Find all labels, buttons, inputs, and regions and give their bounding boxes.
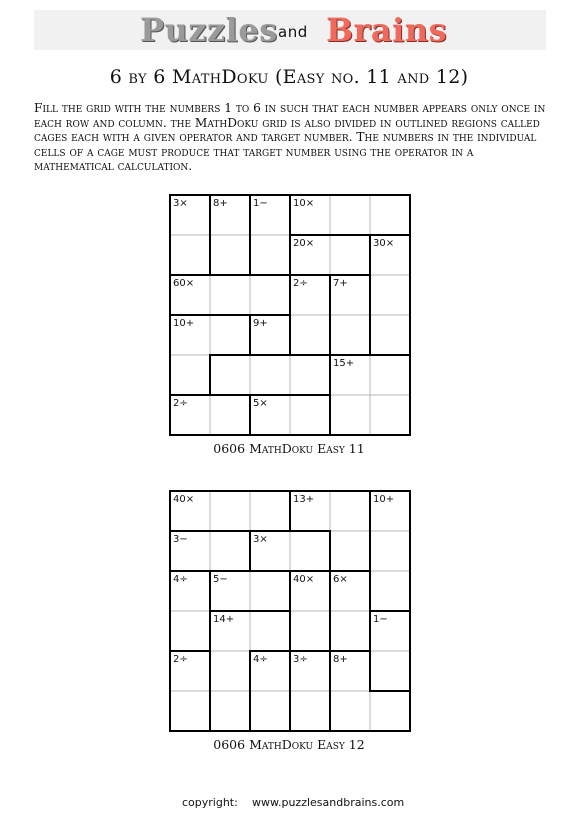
grid-cell[interactable] bbox=[330, 195, 370, 235]
cage-clue: 1− bbox=[253, 198, 268, 209]
grid-cell[interactable] bbox=[210, 395, 250, 435]
grid-cell[interactable] bbox=[250, 195, 290, 235]
cage-clue: 5− bbox=[213, 574, 228, 585]
grid-cell[interactable] bbox=[370, 235, 410, 275]
grid-caption-12: 0606 MathDoku Easy 12 bbox=[213, 737, 365, 752]
cage-clue: 3× bbox=[253, 534, 268, 545]
website-link[interactable]: www.puzzlesandbrains.com bbox=[252, 796, 405, 809]
grid-caption-11: 0606 MathDoku Easy 11 bbox=[213, 441, 365, 456]
grid-cell[interactable] bbox=[290, 651, 330, 691]
grid-cell[interactable] bbox=[290, 315, 330, 355]
logo-brains: Brains bbox=[326, 11, 448, 49]
grid-cell[interactable] bbox=[210, 491, 250, 531]
grid-cell[interactable] bbox=[290, 491, 330, 531]
copyright-label: copyright: bbox=[182, 796, 238, 809]
grid-cell[interactable] bbox=[170, 691, 210, 731]
instructions-text: Fill the grid with the numbers 1 to 6 in such that each number appears only once in each row and column. the MathDoku grid is also divided in outlined regions called cages each with a given operator and target number. The numbers in the individual cells of a cage must produce that target number using the operator in a mathematical calculation. bbox=[34, 101, 546, 173]
grid-cell[interactable] bbox=[250, 315, 290, 355]
cage-clue: 1− bbox=[373, 614, 388, 625]
mathdoku-grid-11 bbox=[170, 195, 410, 435]
logo-and: and bbox=[278, 23, 308, 41]
grid-cell[interactable] bbox=[170, 195, 210, 235]
grid-cell[interactable] bbox=[330, 651, 370, 691]
grid-cell[interactable] bbox=[170, 531, 210, 571]
grid-cell[interactable] bbox=[250, 395, 290, 435]
grid-cell[interactable] bbox=[250, 571, 290, 611]
grid-cell[interactable] bbox=[330, 315, 370, 355]
cage-clue: 10× bbox=[293, 198, 315, 209]
grid-cell[interactable] bbox=[210, 275, 250, 315]
grid-cell[interactable] bbox=[250, 235, 290, 275]
grid-cell[interactable] bbox=[250, 531, 290, 571]
grid-cell[interactable] bbox=[370, 491, 410, 531]
grid-cell[interactable] bbox=[370, 691, 410, 731]
grid-cell[interactable] bbox=[250, 491, 290, 531]
grid-cell[interactable] bbox=[370, 571, 410, 611]
grid-cell[interactable] bbox=[370, 195, 410, 235]
grid-cell[interactable] bbox=[170, 611, 210, 651]
grid-cell[interactable] bbox=[370, 315, 410, 355]
grid-cell[interactable] bbox=[210, 571, 250, 611]
cage-clue: 3− bbox=[173, 534, 188, 545]
cage-clue: 13+ bbox=[293, 494, 315, 505]
grid-cell[interactable] bbox=[210, 355, 250, 395]
grid-cell[interactable] bbox=[250, 651, 290, 691]
cage-clue: 60× bbox=[173, 278, 195, 289]
grid-cell[interactable] bbox=[290, 611, 330, 651]
grid-cell[interactable] bbox=[290, 531, 330, 571]
grid-cell[interactable] bbox=[170, 275, 210, 315]
cage-clue: 2÷ bbox=[173, 398, 188, 409]
grid-cell[interactable] bbox=[330, 275, 370, 315]
cage-clue: 40× bbox=[293, 574, 315, 585]
cage-clue: 3× bbox=[173, 198, 188, 209]
grid-cell[interactable] bbox=[210, 611, 250, 651]
grid-cell[interactable] bbox=[290, 195, 330, 235]
grid-cell[interactable] bbox=[370, 651, 410, 691]
grid-cell[interactable] bbox=[170, 355, 210, 395]
grid-cell[interactable] bbox=[210, 315, 250, 355]
cage-clue: 6× bbox=[333, 574, 348, 585]
grid-cell[interactable] bbox=[210, 195, 250, 235]
grid-cell[interactable] bbox=[210, 531, 250, 571]
grid-cell[interactable] bbox=[370, 395, 410, 435]
grid-cell[interactable] bbox=[330, 611, 370, 651]
grid-cell[interactable] bbox=[250, 275, 290, 315]
grid-cell[interactable] bbox=[170, 315, 210, 355]
grid-cell[interactable] bbox=[210, 691, 250, 731]
grid-cell[interactable] bbox=[170, 235, 210, 275]
cage-clue: 40× bbox=[173, 494, 195, 505]
cage-clue: 4÷ bbox=[253, 654, 268, 665]
grid-cell[interactable] bbox=[290, 691, 330, 731]
grid-cell[interactable] bbox=[330, 355, 370, 395]
cage-clue: 9+ bbox=[253, 318, 268, 329]
grid-cell[interactable] bbox=[370, 355, 410, 395]
grid-cell[interactable] bbox=[210, 651, 250, 691]
cage-clue: 20× bbox=[293, 238, 315, 249]
grid-cell[interactable] bbox=[330, 395, 370, 435]
cage-clue: 8+ bbox=[333, 654, 348, 665]
cage-clue: 2÷ bbox=[293, 278, 308, 289]
grid-cell[interactable] bbox=[330, 571, 370, 611]
cage-clue: 30× bbox=[373, 238, 395, 249]
grid-cell[interactable] bbox=[170, 395, 210, 435]
cage-clue: 8+ bbox=[213, 198, 228, 209]
grid-cell[interactable] bbox=[210, 235, 250, 275]
cage-clue: 10+ bbox=[373, 494, 395, 505]
cage-clue: 3÷ bbox=[293, 654, 308, 665]
grid-cell[interactable] bbox=[370, 275, 410, 315]
grid-cell[interactable] bbox=[290, 355, 330, 395]
grid-cell[interactable] bbox=[290, 571, 330, 611]
grid-cell[interactable] bbox=[370, 611, 410, 651]
cage-clue: 15+ bbox=[333, 358, 355, 369]
cage-clue: 10+ bbox=[173, 318, 195, 329]
grid-cell[interactable] bbox=[290, 235, 330, 275]
grid-cell[interactable] bbox=[250, 355, 290, 395]
logo-puzzles: Puzzles bbox=[140, 11, 278, 49]
cage-clue: 4÷ bbox=[173, 574, 188, 585]
grid-cell[interactable] bbox=[250, 611, 290, 651]
grid-cell[interactable] bbox=[170, 651, 210, 691]
cage-clue: 7+ bbox=[333, 278, 348, 289]
grid-cell[interactable] bbox=[330, 691, 370, 731]
cage-clue: 14+ bbox=[213, 614, 235, 625]
grid-cell[interactable] bbox=[370, 531, 410, 571]
grid-cell[interactable] bbox=[170, 491, 210, 531]
grid-cell[interactable] bbox=[250, 691, 290, 731]
mathdoku-grid-12 bbox=[170, 491, 410, 731]
grid-cell[interactable] bbox=[170, 571, 210, 611]
page-title: 6 by 6 MathDoku (Easy no. 11 and 12) bbox=[109, 66, 469, 88]
grid-cell[interactable] bbox=[330, 531, 370, 571]
cage-clue: 2÷ bbox=[173, 654, 188, 665]
grid-cell[interactable] bbox=[330, 235, 370, 275]
cage-clue: 5× bbox=[253, 398, 268, 409]
grid-cell[interactable] bbox=[330, 491, 370, 531]
grid-cell[interactable] bbox=[290, 395, 330, 435]
grid-cell[interactable] bbox=[290, 275, 330, 315]
